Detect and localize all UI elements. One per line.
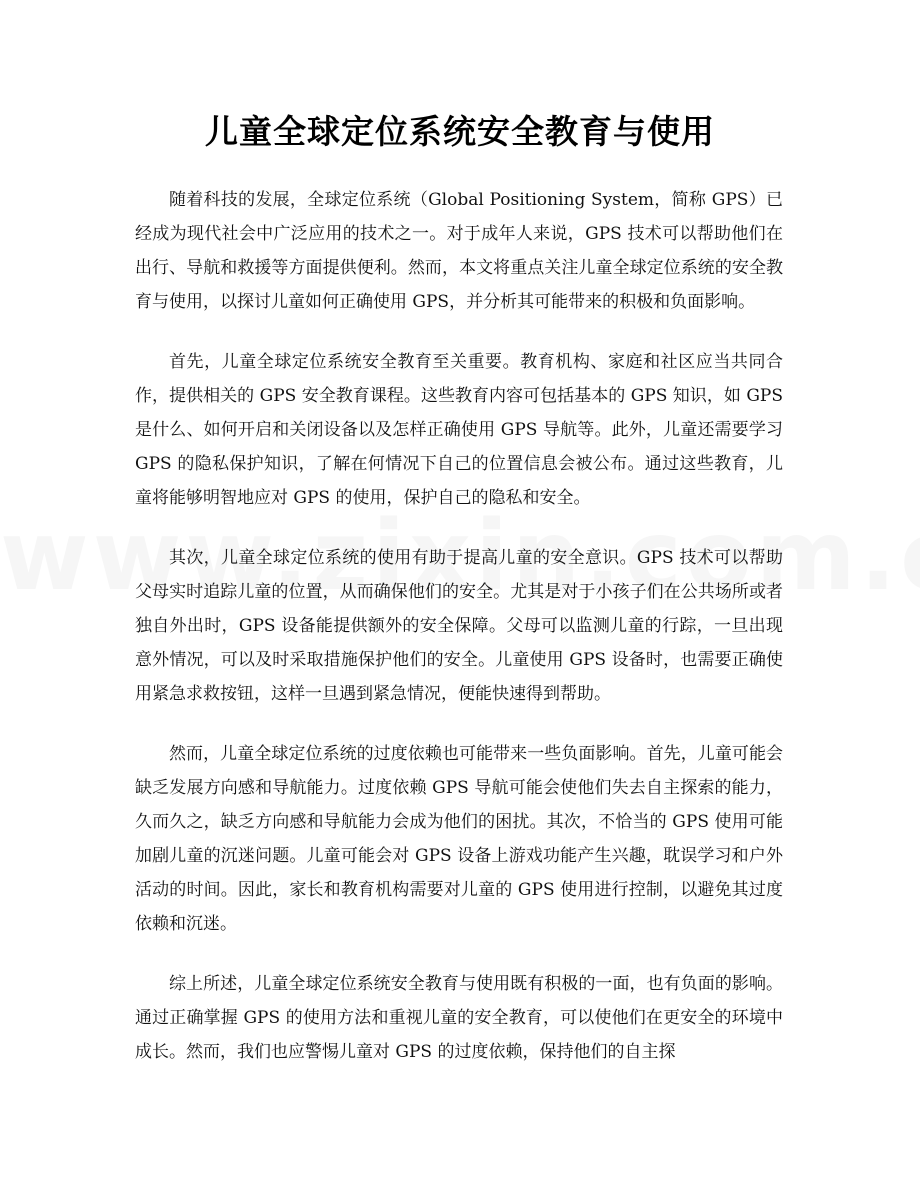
document-title: 儿童全球定位系统安全教育与使用 [205,112,715,151]
document-body [135,183,783,1095]
paragraph-education: 首先，儿童全球定位系统安全教育至关重要。教育机构、家庭和社区应当共同合作，提供相关的 GPS 安全教育课程。这些教育内容可包括基本的 GPS 知识，如 GPS 是什么、如何开启和关闭设备以及怎样正确使用 GPS 导航等。此外，儿童还需要学习 GPS 的隐私保护知识，了解在何情况下自己的位置信息会被公布。通过这些教育，儿童将能够明智地应对 GPS 的使用，保护自己的隐私和安全。 [135,352,783,508]
paragraph-safety: 其次，儿童全球定位系统的使用有助于提高儿童的安全意识。GPS 技术可以帮助父母实时追踪儿童的位置，从而确保他们的安全。尤其是对于小孩子们在公共场所或者独自外出时，GPS 设备能提供额外的安全保障。父母可以监测儿童的行踪，一旦出现意外情况，可以及时采取措施保护他们的安全。儿童使用 GPS 设备时，也需要正确使用紧急求救按钮，这样一旦遇到紧急情况，便能快速得到帮助。 [135,548,783,704]
paragraph-intro: 随着科技的发展，全球定位系统（Global Positioning System，简称 GPS）已经成为现代社会中广泛应用的技术之一。对于成年人来说，GPS 技术可以帮助他们在出行、导航和救援等方面提供便利。然而，本文将重点关注儿童全球定位系统的安全教育与使用，以探讨儿童如何正确使用 GPS，并分析其可能带来的积极和负面影响。 [135,190,783,312]
paragraph-summary: 综上所述，儿童全球定位系统安全教育与使用既有积极的一面，也有负面的影响。通过正确掌握 GPS 的使用方法和重视儿童的安全教育，可以使他们在更安全的环境中成长。然而，我们也应警惕儿童对 GPS 的过度依赖，保持他们的自主探 [135,974,783,1062]
paragraph-negative: 然而，儿童全球定位系统的过度依赖也可能带来一些负面影响。首先，儿童可能会缺乏发展方向感和导航能力。过度依赖 GPS 导航可能会使他们失去自主探索的能力，久而久之，缺乏方向感和导航能力会成为他们的困扰。其次，不恰当的 GPS 使用可能加剧儿童的沉迷问题。儿童可能会对 GPS 设备上游戏功能产生兴趣，耽误学习和户外活动的时间。因此，家长和教育机构需要对儿童的 GPS 使用进行控制，以避免其过度依赖和沉迷。 [135,744,783,934]
